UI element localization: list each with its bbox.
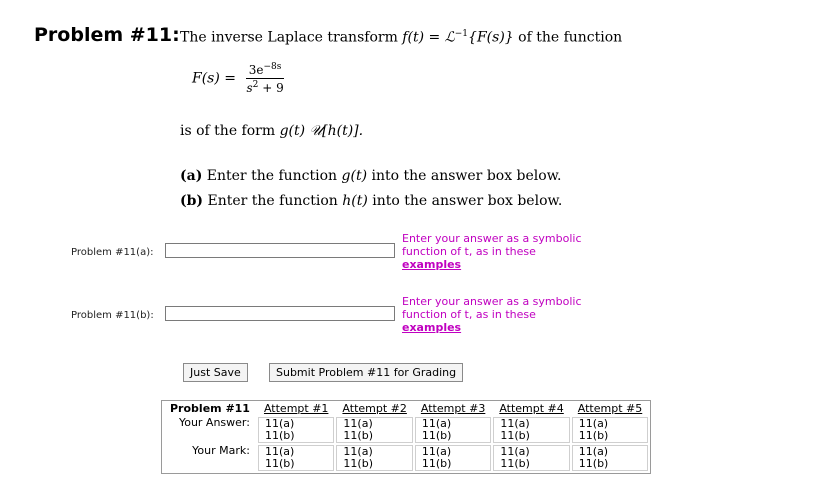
attempt-5-link[interactable]: Attempt #5	[577, 402, 643, 415]
answer-cell-3	[415, 417, 491, 443]
answer-cell-2-a: 11(a)	[343, 417, 373, 430]
mark-cell-4-b: 11(b)	[500, 457, 530, 470]
function-definition	[192, 62, 284, 95]
mark-cell-3-b: 11(b)	[421, 457, 452, 470]
mark-cell-4-a: 11(a)	[500, 445, 530, 458]
attempt-4-header[interactable]	[493, 403, 569, 415]
submit-button[interactable]: Submit Problem #11 for Grading	[269, 363, 463, 382]
problem-title: Problem #11:	[34, 24, 180, 46]
attempt-4-link[interactable]: Attempt #4	[499, 402, 564, 415]
part-a-text-post: into the answer box below.	[371, 168, 562, 184]
answer-a-hint	[402, 232, 602, 271]
part-a-label: (a)	[180, 168, 203, 184]
part-b-var: h(t)	[342, 193, 368, 209]
attempts-header-row	[164, 403, 648, 415]
fs-lhs: F(s)	[192, 70, 220, 87]
mark-cell-2	[336, 445, 412, 471]
attempts-header-problem: Problem #11	[170, 402, 250, 415]
form-prefix: is of the form	[180, 123, 276, 139]
mark-cell-5	[572, 445, 648, 471]
intro-ft: f(t)	[402, 29, 425, 46]
den-tail: + 9	[262, 81, 284, 95]
answer-b-hint-line2: function of t, as in these	[402, 308, 536, 321]
intro-suffix: of the function	[518, 29, 623, 46]
your-mark-label: Your Mark:	[192, 444, 250, 457]
part-b-text-post: into the answer box below.	[372, 193, 563, 209]
answer-cell-3-b: 11(b)	[421, 429, 452, 442]
answer-b-hint	[402, 295, 602, 334]
intro-eq: =	[428, 29, 441, 46]
part-a-text-pre: Enter the function	[206, 168, 338, 184]
form-statement	[180, 123, 363, 139]
answer-cell-4	[493, 417, 569, 443]
attempt-1-link[interactable]: Attempt #1	[263, 402, 329, 415]
mark-cell-1-b: 11(b)	[264, 457, 295, 470]
answer-cell-3-a: 11(a)	[421, 417, 452, 430]
answer-a-hint-line2: function of t, as in these	[402, 245, 536, 258]
num-exp: −8s	[263, 62, 282, 72]
answer-a-label: Problem #11(a):	[71, 247, 154, 258]
fs-eq: =	[224, 70, 237, 87]
answer-cell-5-b: 11(b)	[578, 429, 609, 442]
answer-cell-5	[572, 417, 648, 443]
answer-b-examples-link[interactable]: examples	[402, 321, 462, 334]
mark-cell-1	[258, 445, 334, 471]
answer-cell-4-b: 11(b)	[500, 429, 530, 442]
answer-a-hint-line1: Enter your answer as a symbolic	[402, 232, 582, 245]
answer-b-hint-line1: Enter your answer as a symbolic	[402, 295, 582, 308]
mark-cell-4	[493, 445, 569, 471]
attempt-1-header[interactable]	[258, 403, 334, 415]
your-mark-row	[164, 445, 648, 471]
form-expr: g(t) 𝒰[h(t)].	[279, 123, 364, 139]
mark-cell-3-a: 11(a)	[421, 445, 452, 458]
attempt-5-header[interactable]	[572, 403, 648, 415]
den-exp: 2	[252, 80, 259, 90]
part-a-instruction	[180, 168, 561, 184]
answer-a-examples-link[interactable]: examples	[402, 258, 462, 271]
intro-inv: −1	[454, 29, 469, 39]
answer-cell-1	[258, 417, 334, 443]
den-base: s	[246, 81, 253, 95]
attempt-2-header[interactable]	[336, 403, 412, 415]
just-save-button[interactable]: Just Save	[183, 363, 248, 382]
answer-cell-1-b: 11(b)	[264, 429, 295, 442]
problem-intro	[180, 29, 622, 46]
mark-cell-1-a: 11(a)	[264, 445, 295, 458]
mark-cell-2-b: 11(b)	[343, 457, 373, 470]
answer-a-input[interactable]	[165, 243, 395, 258]
answer-b-input[interactable]	[165, 306, 395, 321]
attempt-2-link[interactable]: Attempt #2	[342, 402, 407, 415]
mark-cell-2-a: 11(a)	[343, 445, 373, 458]
fraction	[246, 62, 283, 95]
answer-b-label: Problem #11(b):	[71, 310, 154, 321]
part-a-var: g(t)	[341, 168, 368, 184]
fraction-numerator	[246, 62, 283, 79]
your-answer-label: Your Answer:	[178, 416, 250, 429]
attempt-3-link[interactable]: Attempt #3	[420, 402, 486, 415]
attempts-table	[161, 400, 651, 474]
your-answer-row	[164, 417, 648, 443]
answer-cell-5-a: 11(a)	[578, 417, 609, 430]
intro-Fs: {F(s)}	[468, 29, 514, 46]
part-b-label: (b)	[180, 193, 204, 209]
mark-cell-5-a: 11(a)	[578, 445, 609, 458]
num-base: 3e	[248, 63, 264, 77]
answer-cell-2	[336, 417, 412, 443]
answer-cell-1-a: 11(a)	[264, 417, 295, 430]
intro-prefix: The inverse Laplace transform	[180, 29, 398, 46]
part-b-text-pre: Enter the function	[207, 193, 338, 209]
mark-cell-5-b: 11(b)	[578, 457, 609, 470]
part-b-instruction	[180, 193, 562, 209]
answer-cell-4-a: 11(a)	[500, 417, 530, 430]
mark-cell-3	[415, 445, 491, 471]
attempt-3-header[interactable]	[415, 403, 491, 415]
fraction-denominator	[246, 79, 283, 95]
answer-cell-2-b: 11(b)	[343, 429, 373, 442]
intro-laplace: ℒ	[444, 29, 455, 46]
